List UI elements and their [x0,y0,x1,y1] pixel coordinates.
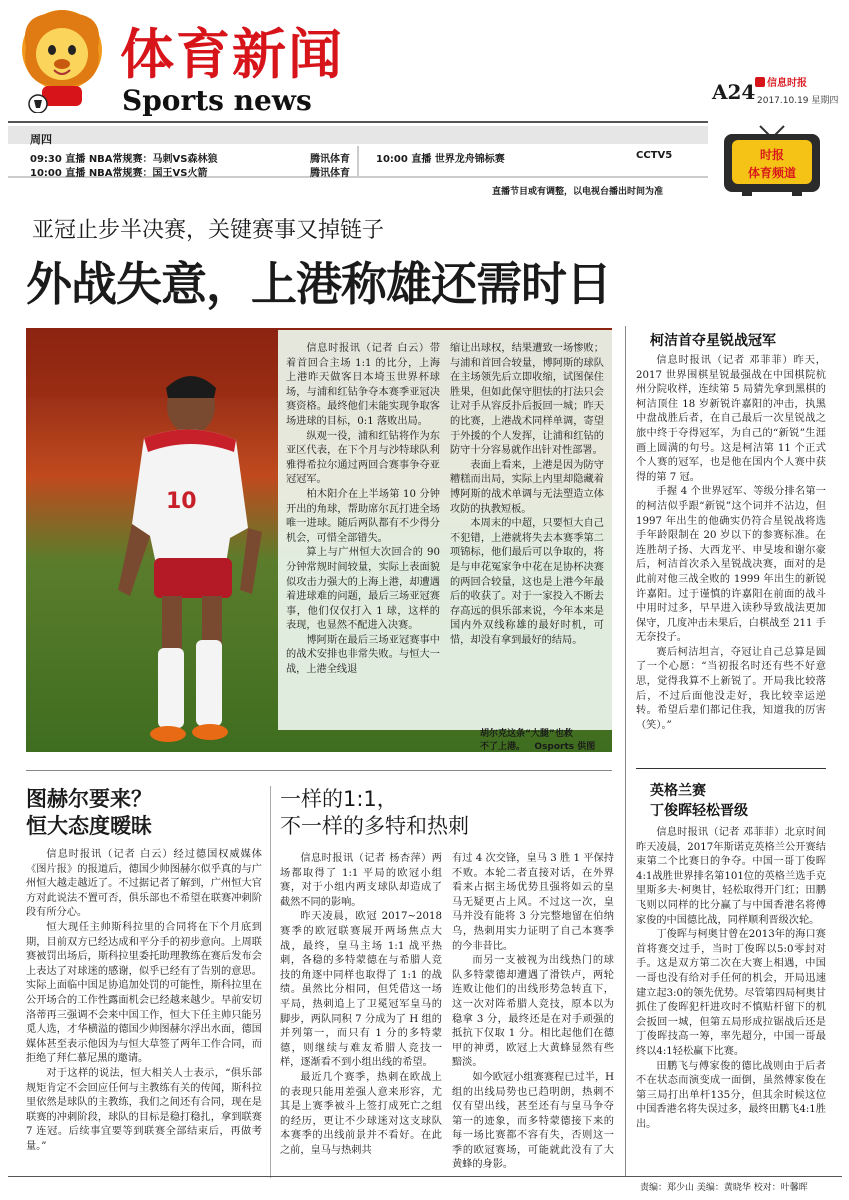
paragraph: 信息时报讯（记者 邓菲菲）昨天，2017 世界围棋星锐最强战在中国棋院杭州分院收样，连续第 5 局猜先拿到黑棋的柯洁顶住 18 岁新锐许嘉阳的冲击，执黑中盘战胜后者，在自己最后一次星锐战之旅中终于夺得冠军，为自己的“新锐”生涯画上圆满的句号。这是柯洁第 11 个正式个人赛的冠军，也是他在国内个人赛中获得的第 7 冠。 [636,355,826,483]
caption-credit: Osports 供图 [534,742,596,752]
tv-schedule-day: 周四 [30,133,52,146]
lower-section-rule [26,770,612,771]
title-line: 恒大态度暧昧 [26,814,152,838]
tv-channel: 腾讯体育 [310,168,350,179]
footer-rule [8,1176,842,1177]
caption-line [480,741,610,754]
tv-type: 直播 [411,154,432,165]
title-line: 不一样的多特和热刺 [280,814,469,838]
brand-icon [755,77,765,87]
tv-time: 09:30 [30,154,62,165]
lead-headline: 外战失意，上港称雄还需时日 [26,257,611,311]
paragraph: 手握 4 个世界冠军、等级分排名第一的柯洁似乎跟“新锐”这个词并不沾边，但 1997 年出生的他确实仍符合星锐战将选手年龄限制在 20 岁以下的参赛标准。在连胜胡子扬、大西龙平、申旻埈和谢尔豪后，柯洁首次杀入星锐战决赛，面对的是此前对他三战全败的 1999 年出生的新锐许嘉阳。过于谨慎的许嘉阳在前面的战斗中用时过多，早早进入读秒导致战法更加保守，几度冲击未果后，白棋战至 211 手无奈投子。 [636,486,826,644]
tv-channel: CCTV5 [636,150,673,161]
brand-name: 信息时报 [767,78,807,89]
paragraph: 有过 4 次交锋，皇马 3 胜 1 平保持不败。本轮二者直接对话，在外界看来占据主场优势且强将如云的皇马无疑更占上风。不过这一次，皇马并没有能将 3 分完整地留在伯纳乌，热刺用实力证明了自己本赛季的今非昔比。 [452,853,614,952]
paragraph: 柏木阳介在上半场第 10 分钟开出的角球，帮助席尔瓦打进全场唯一进球。随后两队都有不少得分机会，可惜全部错失。 [286,488,440,544]
tv-row [30,150,217,165]
paragraph: 如今欧冠小组赛赛程已过半，H 组的出线局势也已趋明朗，热刺不仅有望出线，甚至还有与皇马争夺第一的迹象，而多特蒙德接下来的每一场比赛都不容有失，否则这一季的欧冠赛场，可能就此没有了大黄蜂的身影。 [452,1071,614,1171]
issue-date: 2017.10.19 星期四 [757,96,839,106]
lower-column-divider [270,786,271,1178]
tv-schedule-note: 直播节目或有调整，以电视台播出时间为准 [492,187,664,197]
paragraph: 而另一支被视为出线热门的球队多特蒙德却遭遇了滑铁卢，两轮连败让他们的出线形势急转直下，这一次对阵希腊人竞技，原本以为稳拿 3 分，最终还是在对手顽强的抵抗下仅取 1 分。相比起他们在德甲的神勇，欧冠上大黄蜂显然有些黯淡。 [452,955,614,1069]
tv-program: 世界龙舟锦标赛 [434,154,505,165]
paragraph: 信息时报讯（记者 白云）带着首回合主场 1:1 的比分，上海上港昨天做客日本埼玉世界杯球场，与浦和红钻争夺本赛季亚冠决赛资格。最终他们未能实现争取客场进球的目标，0:1 落败出局。 [286,343,440,427]
tv-program: NBA常规赛：国王VS火箭 [88,168,208,179]
tv-channel: 腾讯体育 [310,154,350,165]
paragraph: 缩让出球权，结果遭致一场惨败；与浦和首回合较量，博阿斯的球队在主场领先后立即收缩，试图保住胜果，但如此保守胆怯的打法只会让对手从容反扑后扳回一城；昨天的比赛，上港战术同样单调，寄望于外援的个人发挥，让浦和红钻的防守十分容易就作出针对性部署。 [450,343,604,457]
masthead-english-title: Sports news [122,84,312,117]
tv-time: 10:00 [30,168,62,179]
paragraph: 算上与广州恒大次回合的 90 分钟常规时间较量，实际上表面貌似攻击力强大的上海上港，却遭遇着进球难的问题，最后三场亚冠赛事，他们仅仅打入 1 球，这样的表现，也显然不配进入决赛。 [286,547,440,632]
tuchel-article-title [26,786,152,840]
tv-label-bottom: 体育频道 [747,166,796,180]
tv-row [30,164,207,179]
tv-time: 10:00 [376,154,408,165]
masthead-divider [8,121,708,123]
snooker-title-2: 丁俊晖轻松晋级 [650,803,748,819]
tv-set-icon [722,124,822,198]
lead-article-col1 [286,342,440,678]
paragraph: 丁俊晖与柯奥甘曾在2013年的海口赛首将赛交过手，当时丁俊晖以5:0零封对手。这是双方第二次在大赛上相遇，中国一哥也没有给对手任何的机会，开局迅速建立起3:0的领先优势。尽管第四局柯奥甘抓住了俊晖犯杆进攻时不慎贴杆留下的机会扳回一城，但第五局形成拉锯战后还是丁俊晖技高一筹，率先超分，中国一哥最终以4:1轻松赢下比赛。 [636,929,826,1057]
caption-line: 胡尔克这条“大腿”也救 [480,729,573,739]
lion-mascot-logo [16,8,108,113]
right-column-rule [636,768,826,769]
title-line: 一样的1:1， [280,787,398,811]
photo-caption [480,728,610,754]
tuchel-article-body [26,848,262,1154]
paragraph: 昨天凌晨，欧冠 2017~2018 赛季的欧冠联赛展开两场焦点大战，最终，皇马主场 1:1 战平热刺，各稳的多特蒙德在与希腊人竞技的角逐中同样也取得了 1:1 的战绩。虽然比分相同，但凭借这一场平局，热刺追上了卫冕冠军皇马的脚步，两队同积 7 分成为了 H 组的并列第一，而只有 1 分的多特蒙德，则继续与难友希腊人竞技一样，逐渐看不到小组出线的希望。 [280,911,442,1069]
snooker-title-1: 英格兰赛 [650,783,706,799]
tv-type: 直播 [65,168,86,179]
paragraph: 恒大现任主帅斯科拉里的合同将在下个月底到期，目前双方已经达成和平分手的初步意向。上周联赛被罚出场后，斯科拉里委托助理教练在赛后发布会上表达了对球迷的感谢，似乎已经有了告别的意思。实际上面临中国足协追加处罚的可能性，斯科拉里在公开场合的工作性露面机会已经越来越少。早前安切洛蒂再三强调不会来中国工作，恒大下任主帅只能另觅人选，才华横溢的德国少帅图赫尔浮出水面，德国媒体甚至表示他因为与恒大草签了两年工作合同，而拒绝了拜仁慕尼黑的邀请。 [26,921,262,1065]
ucl-article-col1 [280,852,442,1158]
paragraph: 信息时报讯（记者 邓菲菲）北京时间昨天凌晨，2017年斯诺克英格兰公开赛结束第二个比赛日的争夺。中国一哥丁俊晖4:1战胜世界排名第101位的英格兰选手克里斯多夫·柯奥甘，轻松取得开门红；田鹏飞则以同样的比分赢了与中国香港名将傅家俊的中国德比战，同样顺利晋级次轮。 [636,827,826,926]
paragraph: 田鹏飞与傅家俊的德比战则由于后者不在状态而演变成一面倒，虽然傅家俊在第三局打出单杆135分，但其余时候这位中国香港名将失误过多，最终田鹏飞4:1胜出。 [636,1060,826,1130]
paragraph: 纵观一役，浦和红钻将作为东亚区代表，在下个月与沙特球队利雅得希拉尔通过两回合赛事争夺亚冠冠军。 [286,430,440,486]
tv-row [376,150,505,165]
paragraph: 博阿斯在最后三场亚冠赛事中的战术安排也非常失败。与恒大一战，上港全线退 [286,634,440,676]
brand-badge [755,74,807,89]
svg-text:10: 10 [166,489,197,514]
lead-kicker: 亚冠止步半决赛，关键赛事又掉链子 [32,218,385,243]
page-number: A24 [712,80,756,104]
paragraph: 表面上看来，上港是因为防守糟糕而出局，实际上内里却隐藏着博阿斯的战术单调与无法塑造立体攻防的执教短板。 [450,459,604,515]
paragraph: 信息时报讯（记者 杨杏萍）两场都取得了 1:1 平局的欧冠小组赛，对于小组内两支球队却造成了截然不同的影响。 [280,853,442,908]
paragraph: 最近几个赛季，热刺在欧战上的表现只能用差强人意来形容，尤其是上赛季被斗上签打成死亡之组的经历，更让不少球迷对这支球队本赛季的出线前景并不看好。在此之前，皇马与热刺共 [280,1071,442,1156]
go-article-title: 柯洁首夺星锐战冠军 [650,333,776,349]
caption-text: 不了上港。 [480,742,526,752]
tv-label-top: 时报 [759,148,784,162]
right-column-divider [625,326,626,1176]
ucl-article-title [280,786,469,840]
tv-program: NBA常规赛：马刺VS森林狼 [88,154,218,165]
title-line: 图赫尔要来？ [26,787,152,811]
go-article-body [636,354,826,733]
paragraph: 赛后柯洁坦言，夺冠让自己总算是圆了一个心愿：“当初报名时还有些不好意思，觉得我算不上新锐了。开局我比较落后，不过后面他没走好，我比较幸运逆转。希望后辈们都记住我，知道我的厉害（笑）。” [636,646,826,731]
masthead-title: 体育新闻 [120,23,344,86]
lead-article-col2 [450,342,604,648]
paragraph: 本周末的中超，只要恒大自己不犯错，上港就将失去本赛季第二项锦标，他们最后可以争取的，将是与申花冤家争中花在足协杯决赛的两回合较量，这也是上港今年最后的收获了。对于一家投入不断去存高远的俱乐部来说，今年本来是国内外双线称雄的最好时机，可惜，却没有拿到最好的结局。 [450,518,604,646]
paragraph: 信息时报讯（记者 白云）经过德国权威媒体《图片报》的报道后，德国少帅图赫尔似乎真的与广州恒大越走越近了。不过据记者了解到，广州恒大官方对此说法不置可否，俱乐部也不希望在联赛冲刺阶段有所分心。 [26,849,262,919]
ucl-article-col2 [452,852,614,1173]
paragraph: 对于这样的说法，恒大相关人士表示，“俱乐部规矩肯定不会回应任何与主教练有关的传闻，斯科拉里依然是球队的主教练，我们之间还有合同，现在是联赛的冲刺阶段，球队的目标是稳打稳扎，拿到联赛 7 连冠。后续事宜要等到联赛全部结束后，再做考量。” [26,1067,262,1152]
snooker-article-body [636,826,826,1132]
page-credits: 责编：郑少山 美编：黄晓华 校对：叶馨晖 [640,1183,808,1193]
lead-article-box [278,330,612,730]
tv-type: 直播 [65,154,86,165]
